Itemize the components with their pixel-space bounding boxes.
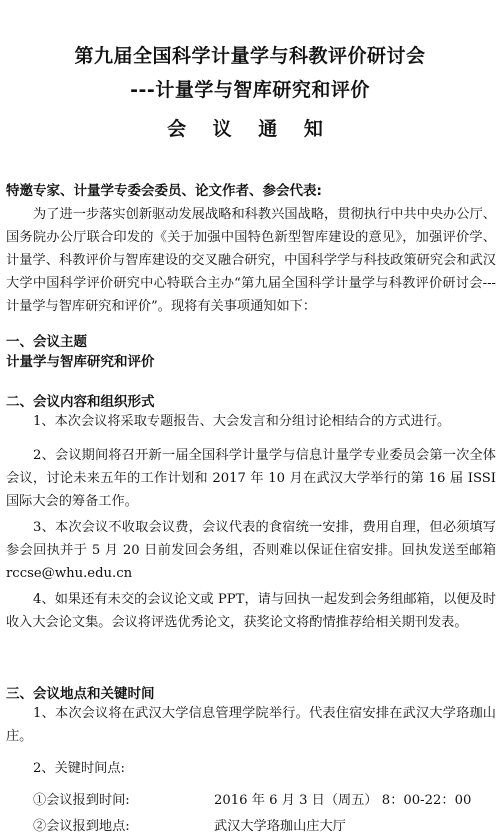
section1-theme: 计量学与智库研究和评价 (6, 354, 155, 370)
section3-item-2: 2、关键时间点: (33, 761, 125, 776)
section2-item-4: 4、如果还有未交的会议论文或 PPT，请与回执一起发到会务组邮箱，以便及时收入大会论文集。会议将评选优秀论文，获奖论文将酌情推荐给相关期刊发表。 (6, 592, 496, 630)
checkin-location-value: 武汉大学珞珈山庄大厅 (214, 819, 346, 834)
intro-paragraph: 为了进一步落实创新驱动发展战略和科教兴国战略，贯彻执行中共中央办公厅、国务院办公厅联合印发的《关于加强中国特色新型智库建设的意见》，加强评价学、计量学、科教评价与智库建设的交叉融合研究，中国科学学与科技政策研究会和武汉大学中国科学评价研究中心特联合主办“第九届全国科学计量学与科教评价研讨会---计量学与智库研究和评价”。现将有关事项通知如下： (6, 207, 496, 314)
section2-item-2: 2、会议期间将召开新一届全国科学计量学与信息计量学专业委员会第一次全体会议，讨论未来五年的工作计划和 2017 年 10 月在武汉大学举行的第 16 届 ISSI 国际大会的筹备工作。 (6, 448, 496, 509)
section1-heading: 一、会议主题 (6, 334, 87, 350)
checkin-time-label: ①会议报到时间: (33, 793, 130, 808)
salutation: 特邀专家、计量学专委会委员、论文作者、参会代表: (6, 183, 322, 199)
section3-item-1: 1、本次会议将在武汉大学信息管理学院举行。代表住宿安排在武汉大学珞珈山庄。 (6, 706, 496, 744)
section2-item-3: 3、本次会议不收取会议费，会议代表的食宿统一安排，费用自理，但必须填写参会回执并于 5 月 20 日前发回会务组，否则难以保证住宿安排。回执发送至邮箱 rccse@whu.edu.cn (6, 520, 496, 581)
notice-heading: 会 议 通 知 (167, 118, 333, 140)
checkin-location-label: ②会议报到地点: (33, 819, 130, 834)
conference-title: 第九届全国科学计量学与科教评价研讨会 (74, 45, 426, 67)
section2-item-1: 1、本次会议将采取专题报告、大会发言和分组讨论相结合的方式进行。 (33, 414, 451, 429)
section3-heading: 三、会议地点和关键时间 (6, 686, 155, 702)
conference-subtitle: ---计量学与智库研究和评价 (130, 79, 370, 101)
section2-heading: 二、会议内容和组织形式 (6, 394, 155, 410)
checkin-time-value: 2016 年 6 月 3 日（周五） 8：00-22：00 (214, 793, 472, 808)
